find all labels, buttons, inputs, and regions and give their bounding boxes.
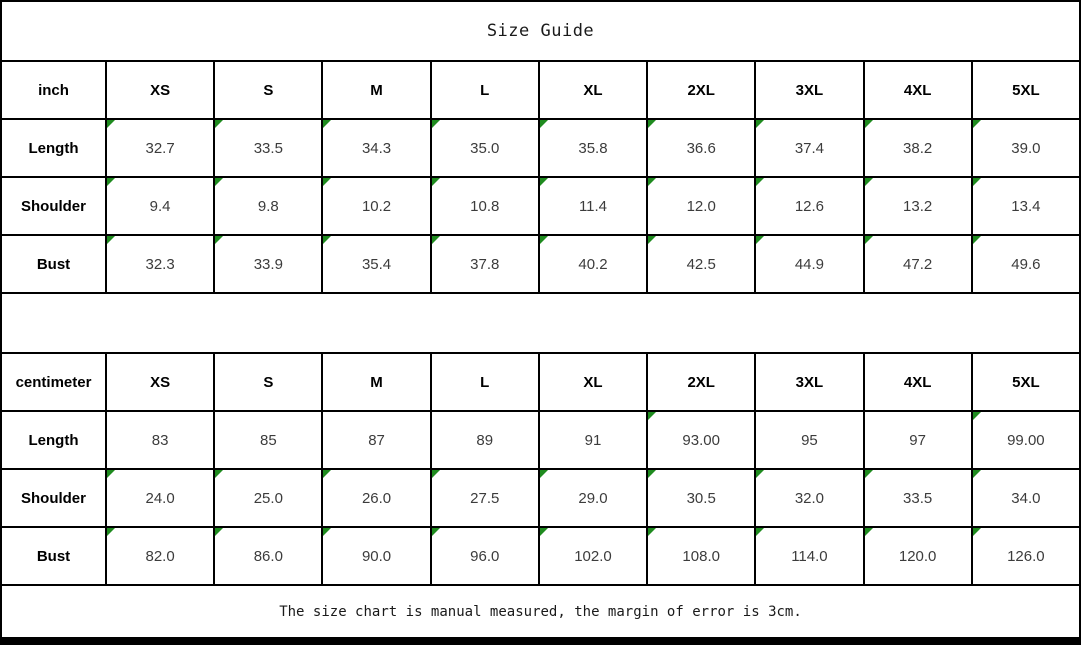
size-value-cell [431,411,539,469]
flag-triangle-icon [215,528,223,536]
flag-triangle-icon [432,528,440,536]
size-column-header: L [431,353,539,411]
size-value-cell [972,527,1080,585]
measurement-row-label: Length [1,119,106,177]
size-value-text: 90.0 [361,547,392,565]
size-value-text: 32.3 [145,255,175,273]
flag-triangle-icon [648,412,656,420]
flag-triangle-icon [648,528,656,536]
size-header-row [1,61,1080,119]
unit-header: inch [1,61,106,119]
flag-triangle-icon [648,178,656,186]
flag-triangle-icon [540,120,548,128]
size-value-cell [322,469,430,527]
size-value-cell [864,469,972,527]
measurement-row [1,235,1080,293]
size-value-cell [539,411,647,469]
size-value-text: 40.2 [578,255,608,273]
flag-triangle-icon [865,178,873,186]
size-value-text: 39.0 [1011,139,1041,157]
size-value-cell [539,119,647,177]
size-value-cell [755,527,863,585]
size-column-header: S [214,353,322,411]
size-column-header: 2XL [647,61,755,119]
size-value-text: 126.0 [1007,547,1045,565]
size-column-header: 4XL [864,61,972,119]
size-column-header: XL [539,353,647,411]
size-value-cell [864,527,972,585]
size-column-header: L [431,61,539,119]
flag-triangle-icon [215,470,223,478]
size-value-text: 99.00 [1007,431,1045,449]
flag-triangle-icon [107,120,115,128]
size-value-text: 89 [476,431,494,449]
size-value-cell [106,411,214,469]
measurement-row-label: Bust [1,235,106,293]
measurement-row-label: Shoulder [1,177,106,235]
page-title: Size Guide [0,0,1081,60]
size-value-text: 29.0 [578,489,608,507]
flag-triangle-icon [756,120,764,128]
size-value-cell [322,411,430,469]
size-value-cell [755,411,863,469]
flag-triangle-icon [432,178,440,186]
size-value-text: 12.0 [686,197,716,215]
size-value-text: 34.0 [1011,489,1041,507]
size-value-text: 12.6 [794,197,825,215]
flag-triangle-icon [432,236,440,244]
size-value-text: 35.0 [470,139,500,157]
size-value-cell [106,469,214,527]
size-value-cell [972,411,1080,469]
size-value-cell [539,527,647,585]
size-value-text: 35.4 [361,255,392,273]
size-value-cell [214,235,322,293]
size-value-cell [755,235,863,293]
flag-triangle-icon [107,528,115,536]
flag-triangle-icon [323,528,331,536]
size-value-text: 10.8 [470,197,500,215]
size-value-text: 42.5 [686,255,716,273]
size-header-row [1,353,1080,411]
flag-triangle-icon [323,236,331,244]
size-value-cell [106,119,214,177]
table-gap-spacer [0,294,1081,352]
measurement-row [1,119,1080,177]
size-value-text: 95 [801,431,818,449]
size-value-text: 13.4 [1011,197,1041,215]
size-value-cell [864,119,972,177]
flag-triangle-icon [756,236,764,244]
size-value-text: 35.8 [578,139,608,157]
size-value-cell [214,469,322,527]
flag-triangle-icon [648,470,656,478]
measurement-row-label: Bust [1,527,106,585]
size-column-header: 2XL [647,353,755,411]
size-value-text: 9.4 [149,197,171,215]
size-value-text: 30.5 [686,489,716,507]
flag-triangle-icon [323,178,331,186]
size-column-header: M [322,353,430,411]
inch-size-table [0,60,1081,294]
size-value-cell [972,469,1080,527]
flag-triangle-icon [215,120,223,128]
size-value-cell [755,469,863,527]
size-column-header: 3XL [755,61,863,119]
measurement-row-label: Shoulder [1,469,106,527]
flag-triangle-icon [323,120,331,128]
flag-triangle-icon [432,120,440,128]
flag-triangle-icon [540,470,548,478]
size-value-cell [322,527,430,585]
size-value-text: 10.2 [361,197,392,215]
size-value-cell [647,119,755,177]
flag-triangle-icon [756,528,764,536]
size-value-cell [972,235,1080,293]
size-value-text: 27.5 [470,489,500,507]
flag-triangle-icon [756,470,764,478]
size-value-cell [647,411,755,469]
size-value-text: 24.0 [145,489,175,507]
measurement-row [1,527,1080,585]
flag-triangle-icon [973,412,981,420]
size-value-cell [106,235,214,293]
size-value-text: 33.5 [903,489,933,507]
flag-triangle-icon [215,178,223,186]
size-value-text: 34.3 [361,139,392,157]
size-value-cell [864,177,972,235]
flag-triangle-icon [865,470,873,478]
size-value-text: 97 [909,431,926,449]
flag-triangle-icon [973,120,981,128]
size-value-cell [431,527,539,585]
flag-triangle-icon [973,528,981,536]
size-value-text: 32.7 [145,139,175,157]
size-value-cell [864,411,972,469]
size-value-text: 93.00 [682,431,720,449]
size-value-text: 38.2 [903,139,933,157]
size-value-text: 108.0 [682,547,720,565]
unit-header: centimeter [1,353,106,411]
size-value-cell [972,177,1080,235]
size-value-cell [214,527,322,585]
centimeter-size-table [0,352,1081,586]
size-value-cell [322,177,430,235]
size-value-cell [864,235,972,293]
size-value-text: 44.9 [794,255,825,273]
flag-triangle-icon [865,236,873,244]
size-column-header: 5XL [972,61,1080,119]
size-value-cell [214,177,322,235]
size-column-header: XL [539,61,647,119]
measurement-row [1,411,1080,469]
size-value-cell [755,119,863,177]
size-value-text: 96.0 [470,547,500,565]
flag-triangle-icon [107,470,115,478]
flag-triangle-icon [973,178,981,186]
flag-triangle-icon [648,236,656,244]
size-value-cell [106,527,214,585]
flag-triangle-icon [215,236,223,244]
size-value-text: 33.9 [253,255,283,273]
size-value-text: 33.5 [253,139,283,157]
flag-triangle-icon [540,178,548,186]
size-value-text: 47.2 [903,255,933,273]
size-value-cell [647,469,755,527]
measurement-row-label: Length [1,411,106,469]
size-column-header: XS [106,353,214,411]
size-value-cell [214,119,322,177]
size-value-text: 86.0 [253,547,283,565]
flag-triangle-icon [323,470,331,478]
size-value-text: 32.0 [794,489,825,507]
measurement-row [1,177,1080,235]
size-value-cell [972,119,1080,177]
size-value-cell [647,527,755,585]
size-value-text: 91 [584,431,602,449]
bottom-bar [0,637,1081,645]
size-value-text: 25.0 [253,489,283,507]
size-column-header: 5XL [972,353,1080,411]
size-value-text: 82.0 [145,547,175,565]
size-value-text: 120.0 [898,547,937,565]
flag-triangle-icon [973,236,981,244]
size-column-header: 4XL [864,353,972,411]
flag-triangle-icon [107,236,115,244]
size-value-text: 49.6 [1011,255,1041,273]
flag-triangle-icon [107,178,115,186]
size-value-cell [322,119,430,177]
measurement-row [1,469,1080,527]
size-value-cell [755,177,863,235]
size-value-cell [539,177,647,235]
size-value-cell [214,411,322,469]
size-value-text: 114.0 [791,547,828,565]
size-value-text: 13.2 [903,197,933,215]
size-value-cell [431,469,539,527]
flag-triangle-icon [865,528,873,536]
size-value-text: 83 [151,431,169,449]
size-value-cell [539,235,647,293]
size-value-text: 37.4 [794,139,825,157]
size-value-text: 37.8 [470,255,500,273]
size-value-cell [322,235,430,293]
size-value-text: 85 [259,431,277,449]
size-value-cell [647,177,755,235]
flag-triangle-icon [540,528,548,536]
size-value-text: 9.8 [257,197,279,215]
flag-triangle-icon [540,236,548,244]
size-value-text: 26.0 [361,489,392,507]
size-value-text: 11.4 [578,197,608,215]
size-value-text: 36.6 [686,139,716,157]
flag-triangle-icon [865,120,873,128]
footer-note: The size chart is manual measured, the margin of error is 3cm. [0,586,1081,637]
flag-triangle-icon [973,470,981,478]
size-value-cell [431,177,539,235]
size-column-header: XS [106,61,214,119]
size-value-text: 102.0 [574,547,612,565]
size-column-header: S [214,61,322,119]
size-value-cell [647,235,755,293]
size-value-cell [431,235,539,293]
flag-triangle-icon [756,178,764,186]
flag-triangle-icon [648,120,656,128]
size-column-header: 3XL [755,353,863,411]
size-value-text: 87 [368,431,385,449]
size-value-cell [431,119,539,177]
size-value-cell [539,469,647,527]
size-value-cell [106,177,214,235]
flag-triangle-icon [432,470,440,478]
size-column-header: M [322,61,430,119]
